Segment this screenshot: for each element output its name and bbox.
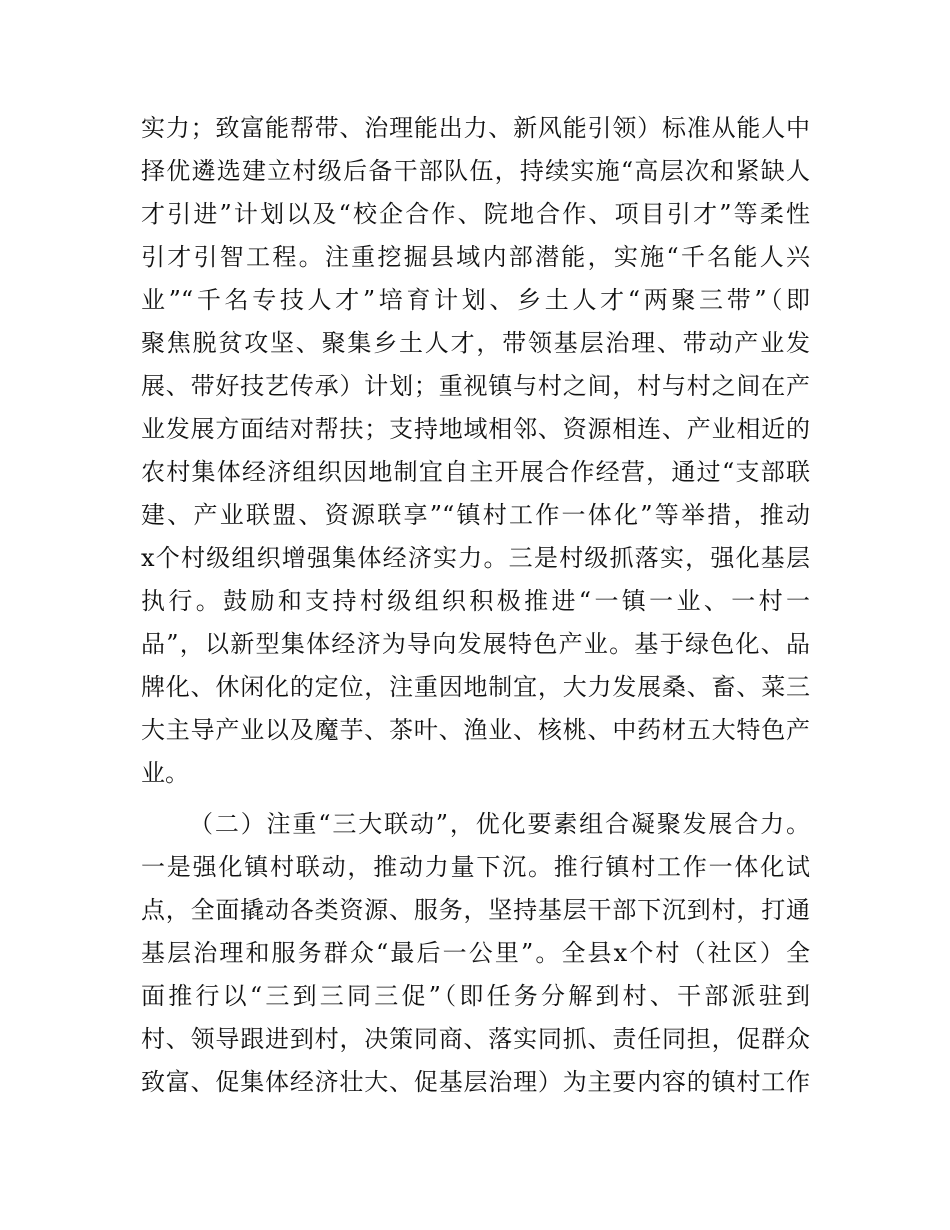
text-line: 基层治理和服务群众“最后一公里”。全县x个村（社区）全 xyxy=(141,939,810,967)
text-line: 牌化、休闲化的定位，注重因地制宜，大力发展桑、畜、菜三 xyxy=(141,673,810,701)
text-line: x个村级组织增强集体经济实力。三是村级抓落实，强化基层 xyxy=(141,544,810,572)
text-line: 致富、促集体经济壮大、促基层治理）为主要内容的镇村工作 xyxy=(141,1068,810,1096)
text-line: 大主导产业以及魔芋、茶叶、渔业、核桃、中药材五大特色产 xyxy=(141,716,810,744)
text-line: 建、产业联盟、资源联享”“镇村工作一体化”等举措，推动 xyxy=(141,501,810,529)
text-line: 业。 xyxy=(141,759,189,787)
text-line: 引才引智工程。注重挖掘县域内部潜能，实施“千名能人兴 xyxy=(141,243,810,271)
text-line: 业发展方面结对帮扶；支持地域相邻、资源相连、产业相近的 xyxy=(141,415,810,443)
text-line: 择优遴选建立村级后备干部队伍，持续实施“高层次和紧缺人 xyxy=(141,157,810,185)
text-line: 农村集体经济组织因地制宜自主开展合作经营，通过“支部联 xyxy=(141,458,810,486)
text-line: 执行。鼓励和支持村级组织积极推进“一镇一业、一村一 xyxy=(141,587,810,615)
text-line: 点，全面撬动各类资源、服务，坚持基层干部下沉到村，打通 xyxy=(141,896,810,924)
text-line: 面推行以“三到三同三促”（即任务分解到村、干部派驻到 xyxy=(141,982,810,1010)
text-line: 品”，以新型集体经济为导向发展特色产业。基于绿色化、品 xyxy=(141,630,810,658)
text-line: 业”“千名专技人才”培育计划、乡土人才“两聚三带”（即 xyxy=(141,286,810,314)
text-line: 村、领导跟进到村，决策同商、落实同抓、责任同担，促群众 xyxy=(141,1025,810,1053)
text-line: 一是强化镇村联动，推动力量下沉。推行镇村工作一体化试 xyxy=(141,853,810,881)
text-line: 实力；致富能帮带、治理能出力、新风能引领）标准从能人中 xyxy=(141,114,810,142)
text-line: 展、带好技艺传承）计划；重视镇与村之间，村与村之间在产 xyxy=(141,372,810,400)
text-line: 聚焦脱贫攻坚、聚集乡土人才，带领基层治理、带动产业发 xyxy=(141,329,810,357)
text-line: 才引进”计划以及“校企合作、院地合作、项目引才”等柔性 xyxy=(141,200,810,228)
section-heading-line: （二）注重“三大联动”，优化要素组合凝聚发展合力。 xyxy=(189,810,810,838)
